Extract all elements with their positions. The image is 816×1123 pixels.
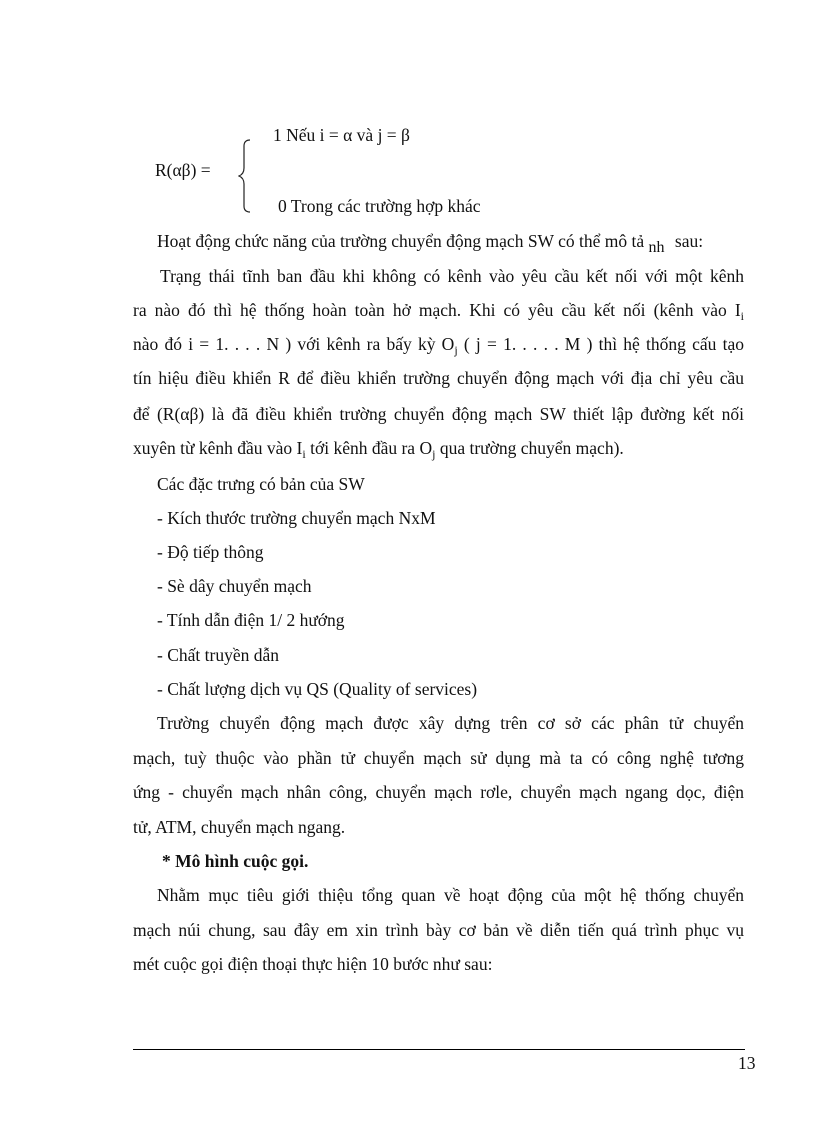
p2-l3-text-b: ( j = 1. . . . . M ) thì hệ thống cấu tạo xyxy=(457,334,744,354)
formula-case-2: 0 Trong các trường hợp khác xyxy=(278,196,481,216)
feature-item: - Kích thước trường chuyển mạch NxM xyxy=(157,508,436,528)
subscript-i-2: i xyxy=(302,447,306,461)
paragraph-1-end: sau: xyxy=(674,231,704,251)
paragraph-2-line-3 xyxy=(133,334,744,358)
p2-l6-text-c: qua trường chuyển mạch). xyxy=(435,438,624,458)
subscript-i: i xyxy=(740,309,744,323)
left-brace-icon xyxy=(238,138,254,214)
subscript-j-2: j xyxy=(432,447,436,461)
paragraph-2-line-4: tín hiệu điều khiển R để điều khiển trường chuyển động mạch với địa chỉ yêu cầu xyxy=(133,368,744,388)
paragraph-4-line-3: mét cuộc gọi điện thoại thực hiện 10 bước như sau: xyxy=(133,954,493,974)
paragraph-2-line-6 xyxy=(133,438,624,462)
page-number: 13 xyxy=(738,1053,756,1073)
paragraph-3-line-3: ứng - chuyển mạch nhân công, chuyển mạch rơle, chuyển mạch ngang dọc, điện xyxy=(133,782,744,802)
features-title: Các đặc trưng có bản của SW xyxy=(157,474,365,494)
feature-item: - Chất truyền dẫn xyxy=(157,645,279,665)
paragraph-1-sub: nh xyxy=(648,239,665,256)
p2-l2-text: ra nào đó thì hệ thống hoàn toàn hở mạch. Khi có yêu cầu kết nối (kênh vào I xyxy=(133,300,741,320)
paragraph-1-text: Hoạt động chức năng của trường chuyển động mạch SW có thể mô tả xyxy=(157,231,645,251)
paragraph-2-line-2 xyxy=(133,300,744,324)
paragraph-4-line-1: Nhằm mục tiêu giới thiệu tổng quan về hoạt động của một hệ thống chuyển xyxy=(157,885,744,905)
formula-case-1: 1 Nếu i = α và j = β xyxy=(273,125,410,145)
paragraph-2-line-1: Trạng thái tĩnh ban đầu khi không có kênh vào yêu cầu kết nối với một kênh xyxy=(160,266,744,286)
formula-lhs: R(αβ) = xyxy=(155,160,211,180)
paragraph-4-line-2: mạch núi chung, sau đây em xin trình bày cơ bản về diễn tiến quá trình phục vụ xyxy=(133,920,744,940)
section-heading: * Mô hình cuộc gọi. xyxy=(162,851,309,871)
feature-item: - Chất lượng dịch vụ QS (Quality of services) xyxy=(157,679,478,699)
paragraph-3-line-2: mạch, tuỳ thuộc vào phần tử chuyển mạch sử dụng mà ta có công nghệ tương xyxy=(133,748,744,768)
feature-item: - Độ tiếp thông xyxy=(157,542,264,562)
paragraph-1 xyxy=(157,231,703,257)
feature-item: - Tính dẫn điện 1/ 2 hướng xyxy=(157,610,345,630)
paragraph-3-line-4: tử, ATM, chuyển mạch ngang. xyxy=(133,817,346,837)
paragraph-2-line-5: để (R(αβ) là đã điều khiển trường chuyển động mạch SW thiết lập đường kết nối xyxy=(133,404,744,424)
footer-rule xyxy=(133,1049,745,1050)
p2-l6-text-b: tới kênh đầu ra O xyxy=(305,438,433,458)
p2-l6-text-a: xuyên từ kênh đầu vào I xyxy=(133,438,303,458)
p2-l3-text-a: nào đó i = 1. . . . N ) với kênh ra bấy kỳ O xyxy=(133,334,455,354)
paragraph-3-line-1: Trường chuyển động mạch được xây dựng trên cơ sở các phân tử chuyển xyxy=(157,713,744,733)
subscript-j: j xyxy=(454,343,458,357)
feature-item: - Sè dây chuyển mạch xyxy=(157,576,312,596)
